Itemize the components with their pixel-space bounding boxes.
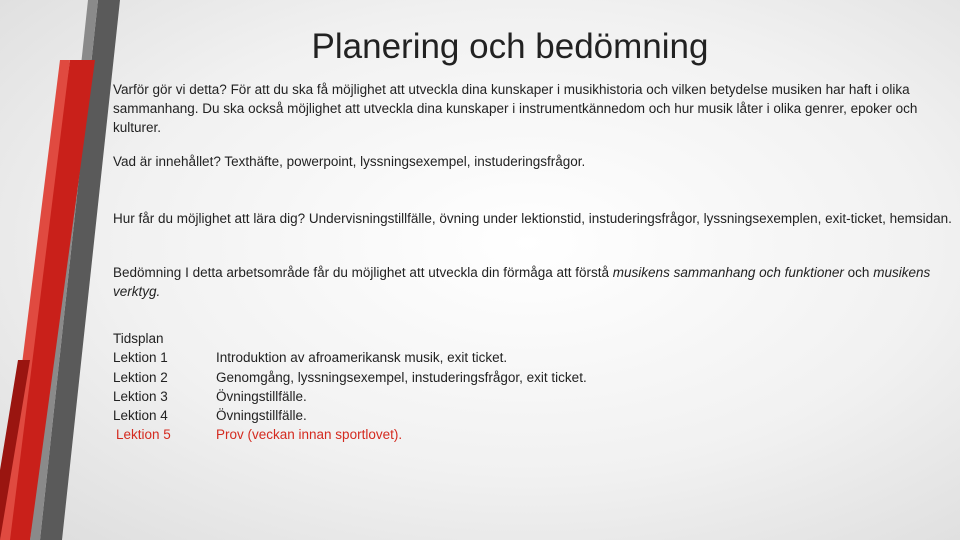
lesson-desc: Genomgång, lyssningsexempel, instuderingsfrågor, exit ticket. [216,369,587,385]
assessment-em1: musikens sammanhang och funktioner [612,265,844,280]
lesson-label: Lektion 5 [116,427,171,443]
lesson-label: Lektion 4 [113,408,168,424]
purpose-label: Varför gör vi detta? [113,82,227,97]
schedule-row [113,387,587,406]
lesson-desc: Introduktion av afroamerikansk musik, exit ticket. [216,350,508,366]
lesson-label: Lektion 1 [113,350,168,366]
schedule-heading: Tidsplan [113,331,164,346]
lesson-label: Lektion 2 [113,369,168,385]
assessment-text: I detta arbetsområde får du möjlighet att utveckla din förmåga att förstå [181,265,613,280]
assessment-em2: musikens verktyg. [113,265,931,299]
content-label: Vad är innehållet? [113,154,221,169]
schedule-row-exam [113,425,587,444]
schedule-row [113,368,587,387]
schedule-row [113,406,587,425]
paragraph-assessment [113,263,953,301]
lesson-label: Lektion 3 [113,388,168,404]
page-title: Planering och bedömning [311,27,709,66]
learning-label: Hur får du möjlighet att lära dig? [113,211,306,226]
assessment-label: Bedömning [113,265,182,280]
learning-text: Undervisningstillfälle, övning under lektionstid, instuderingsfrågor, lyssningsexemplen, exit-ticket, hemsidan. [305,211,952,226]
lesson-desc: Prov (veckan innan sportlovet). [216,427,403,443]
assessment-mid: och [843,265,874,280]
schedule-row [113,348,587,367]
lesson-desc: Övningstillfälle. [216,408,307,424]
paragraph-purpose [113,80,953,137]
schedule [113,329,587,445]
purpose-text: För att du ska få möjlighet att utveckla dina kunskaper i musikhistoria och vilken betydelse musiken har haft i olika sammanhang. Du ska också möjlighet att utveckla dina kunskaper i instrumentkännedom och hur musik låter i olika genrer, epoker och kulturer. [113,82,918,135]
lesson-desc: Övningstillfälle. [216,388,307,404]
paragraph-content [113,152,953,171]
content-text: Texthäfte, powerpoint, lyssningsexempel, instuderingsfrågor. [220,154,586,169]
decorative-side-stripes [0,0,120,540]
paragraph-learning [113,209,953,228]
